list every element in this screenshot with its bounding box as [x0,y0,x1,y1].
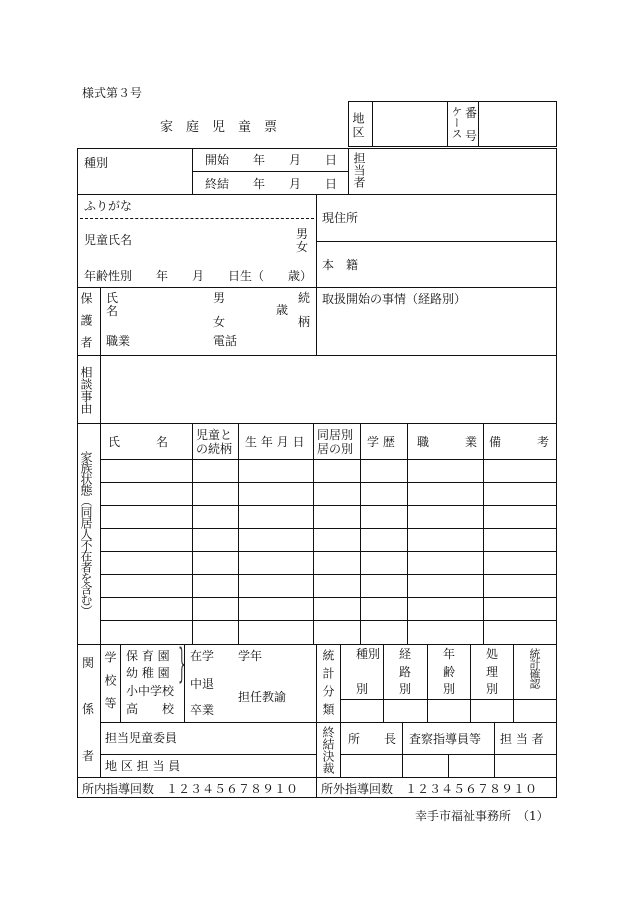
stat-kind-suffix: 別 [356,682,369,696]
kinder-label: 幼 稚 園 [126,666,170,680]
guardian-job: 職業 [106,334,131,348]
guardian-age: 歳 [276,303,289,317]
col-note: 備 考 [489,435,550,449]
school-label: 学校等 [103,651,117,720]
col-birth: 生 年 月 日 [245,435,305,449]
office-name: 幸手市福祉事務所 （1） [415,809,549,823]
family-label: 家族状態（同居人不在者を含む） [79,451,93,616]
elementary-label: 小中学校 [126,684,175,698]
type-label: 種別 [84,156,109,170]
external-guidance-count: 所外指導回数 １２３４５６７８９１０ [321,782,538,796]
chief-label: 所 長 [348,732,397,746]
stat-age-2: 齢 [443,665,456,679]
closing-label: 終結決裁 [321,726,335,774]
area-label: 地区 [351,112,365,140]
form-title: 家 庭 児 童 票 [160,120,278,135]
number-suffix: 号 [465,129,478,143]
graduate-label: 卒業 [190,703,215,717]
staff-label: 担当者 [352,152,366,188]
consult-label: 相談事由 [79,366,93,414]
stat-route-2: 路 [399,665,412,679]
internal-guidance-count: 所内指導回数 １２３４５６７８９１０ [82,782,299,796]
main-form [77,148,557,798]
nursery-label: 保 育 園 [126,649,170,663]
guardian-female: 女 [213,315,226,329]
child-female: 女 [296,240,309,254]
consult-field[interactable] [101,356,556,422]
stats-label: 統計分類 [321,649,335,721]
guardian-rel-top: 続 [298,291,311,305]
guardian-rel-bottom: 柄 [298,315,311,329]
domicile-label: 本 籍 [322,258,359,272]
stat-age-3: 別 [443,682,456,696]
col-education: 学 歴 [367,435,395,449]
brace-icon: } [178,641,186,687]
guardian-male: 男 [213,291,226,305]
end-date: 終結 年 月 日 [205,177,338,191]
stat-process-3: 別 [486,682,499,696]
guardian-phone: 電話 [213,334,238,348]
relation-label-person: 者 [82,749,95,763]
area-staff-label: 地 区 担 当 員 [105,759,181,773]
case-number-field[interactable] [479,102,556,146]
stat-route-1: 経 [399,647,412,661]
child-male: 男 [296,227,309,241]
col-name: 氏 名 [108,435,169,449]
guardian-name-bottom: 名 [106,304,119,318]
high-school-label: 高 校 [126,702,175,716]
address-label: 現住所 [322,211,359,225]
guardian-name-top: 氏 [106,291,119,305]
relation-label-top: 関 [82,656,95,670]
stat-age-1: 年 [443,647,456,661]
col-job: 職 業 [417,435,478,449]
col-relation: 児童との続柄 [196,428,233,456]
age-sex-label: 年齢性別 年 月 日生（ 歳） [84,269,313,283]
furigana-label: ふりがな [84,199,133,213]
stat-process-2: 理 [486,665,499,679]
stat-confirm: 統計確認 [528,648,541,688]
enrolled-label: 在学 学年 [190,649,263,663]
dropout-label: 中退 [190,677,215,691]
inspector-label: 査察指導員等 [409,732,482,746]
stat-route-3: 別 [399,682,412,696]
case-label: ケース [450,106,463,139]
form-number: 様式第３号 [82,86,143,100]
stat-process-1: 処 [486,647,499,661]
child-name-label: 児童氏名 [84,233,133,247]
welfare-commissioner-label: 担当児童委員 [105,731,178,745]
start-date: 開始 年 月 日 [205,153,338,167]
relation-label-bottom: 係 [82,702,95,716]
caseworker-label: 担 当 者 [500,732,544,746]
col-cohabit: 同居別居の別 [317,428,354,456]
teacher-label: 担任教諭 [238,690,287,704]
stat-kind: 種別 [356,647,381,661]
guardian-label: 保護者 [79,292,93,358]
number-label: 番 [465,106,478,120]
area-field[interactable] [373,102,446,146]
reason-label: 取扱開始の事情（経路別） [322,292,467,306]
